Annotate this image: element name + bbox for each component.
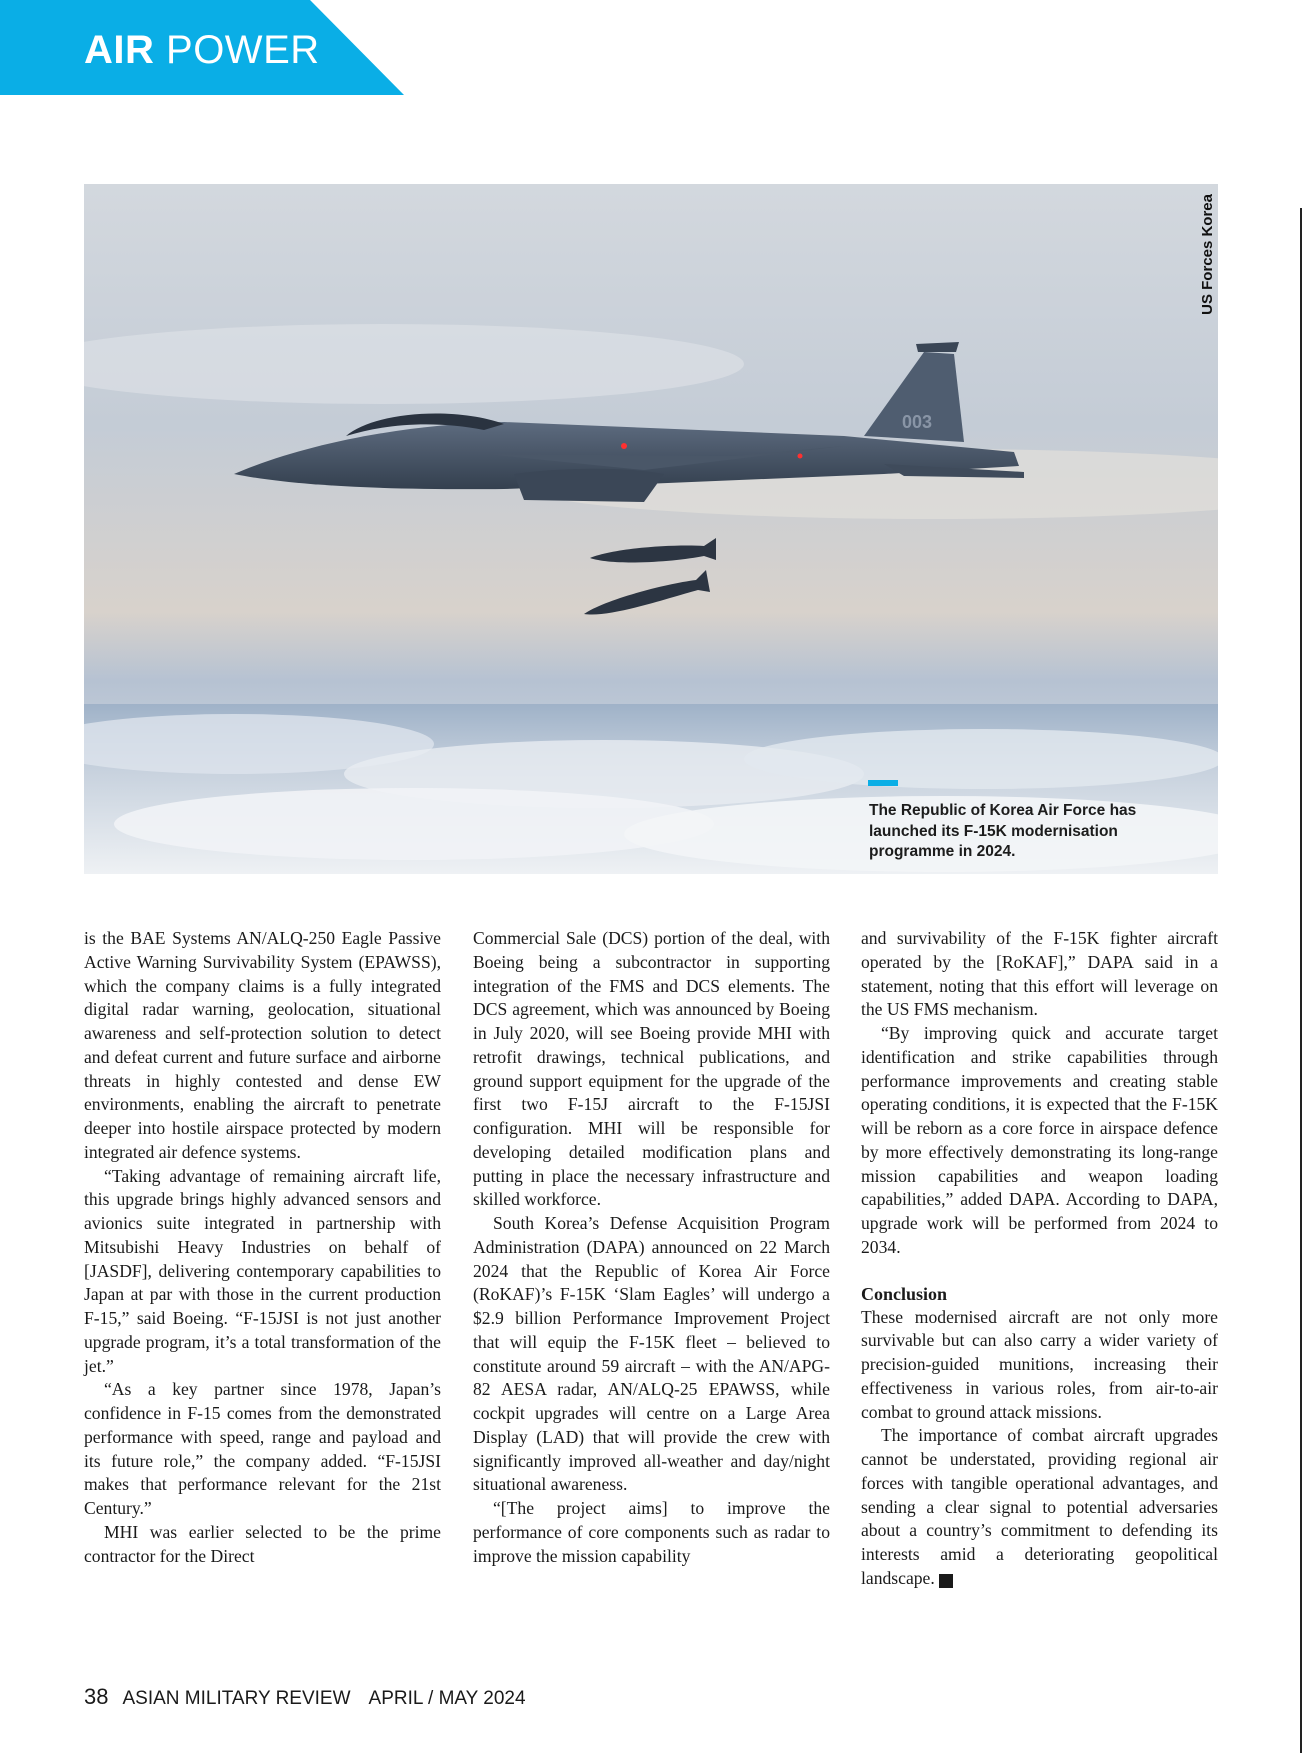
page-footer [84, 1684, 526, 1710]
paragraph-text: The importance of combat aircraft upgrades cannot be understated, providing regional air forces with tangible operational advantages, and sending a clear signal to potential adversaries about a country’s commitment to defending its interests amid a deteriorating geopolitical landscape. [861, 1425, 1218, 1588]
section-label-bold: AIR [84, 28, 155, 72]
page-number: 38 [84, 1684, 109, 1709]
publication-name: ASIAN MILITARY REVIEW [122, 1688, 351, 1709]
issue-date: APRIL / MAY 2024 [368, 1688, 526, 1709]
photo-illustration [84, 184, 1218, 874]
paragraph: and survivability of the F-15K fighter aircraft operated by the [RoKAF],” DAPA said in a statement, noting that this effort will leverage on the US FMS mechanism. [861, 928, 1218, 1020]
page-edge-rule [1300, 208, 1302, 1753]
section-label [84, 30, 320, 70]
paragraph: “[The project aims] to improve the performance of core components such as radar to improve the mission capability [473, 1498, 830, 1566]
tail-number: 003 [902, 412, 933, 432]
article-column-3 [861, 927, 1218, 1591]
article-photo [84, 184, 1218, 874]
section-label-light: POWER [166, 28, 320, 72]
paragraph: These modernised aircraft are not only more survivable but can also carry a wider variety of precision-guided munitions, increasing their effectiveness in various roles, from air-to-air combat to ground attack missions. [861, 1306, 1218, 1422]
conclusion-heading: Conclusion [861, 1283, 948, 1304]
paragraph: “By improving quick and accurate target identification and strike capabilities through performance improvements and creating stable operating conditions, it is expected that the F-15K will be reborn as a core force in airspace defence by more effectively demonstrating its long-range mission capabilities and weapon loading capabilities,” added DAPA. According to DAPA, upgrade work will be performed from 2024 to 2034. [861, 1023, 1218, 1257]
paragraph: “As a key partner since 1978, Japan’s confidence in F-15 comes from the demonstrated performance with speed, range and payload and its future role,” the company added. “F-15JSI makes that performance relevant for the 21st Century.” [84, 1379, 441, 1518]
paragraph: MHI was earlier selected to be the prime contractor for the Direct [84, 1521, 441, 1566]
photo-caption: The Republic of Korea Air Force has launched its F-15K modernisation programme in 2024. [869, 802, 1137, 860]
paragraph: “Taking advantage of remaining aircraft life, this upgrade brings highly advanced sensors and avionics suite integrated in partnership with Mitsubishi Heavy Industries on behalf of [JASDF], delivering contemporary capabilities to Japan at par with those in the current production F-15,” said Boeing. “F-15JSI is not just another upgrade program, it’s a total transformation of the jet.” [84, 1165, 441, 1376]
article-column-1 [84, 927, 441, 1568]
article-column-2 [473, 927, 830, 1568]
caption-accent-bar [868, 780, 898, 786]
paragraph: is the BAE Systems AN/ALQ-250 Eagle Passive Active Warning Survivability System (EPAWSS), which the company claims is a fully integrated digital radar warning, geolocation, situational awareness and self-protection solution to detect and defeat current and future surface and airborne threats in highly contested and dense EW environments, enabling the aircraft to penetrate deeper into hostile airspace protected by modern integrated air defence systems. [84, 928, 441, 1162]
paragraph [861, 1424, 1218, 1590]
paragraph: Commercial Sale (DCS) portion of the deal, with Boeing being a subcontractor in supporting integration of the FMS and DCS elements. The DCS agreement, which was announced by Boeing in July 2020, will see Boeing provide MHI with retrofit drawings, technical publications, and ground support equipment for the upgrade of the first two F-15J aircraft to the F-15JSI configuration. MHI will be responsible for developing detailed modification plans and putting in place the necessary infrastructure and skilled workforce. [473, 928, 830, 1210]
paragraph: South Korea’s Defense Acquisition Program Administration (DAPA) announced on 22 March 2024 that the Republic of Korea Air Force (RoKAF)’s F-15K ‘Slam Eagles’ will undergo a $2.9 billion Performance Improvement Project that will equip the F-15K fleet – believed to constitute around 59 aircraft – with the AN/APG-82 AESA radar, AN/ALQ-25 EPAWSS, while cockpit upgrades will centre on a Large Area Display (LAD) that will provide the crew with significantly improved all-weather and day/night situational awareness. [473, 1213, 830, 1495]
end-of-article-icon: A [939, 1574, 953, 1588]
